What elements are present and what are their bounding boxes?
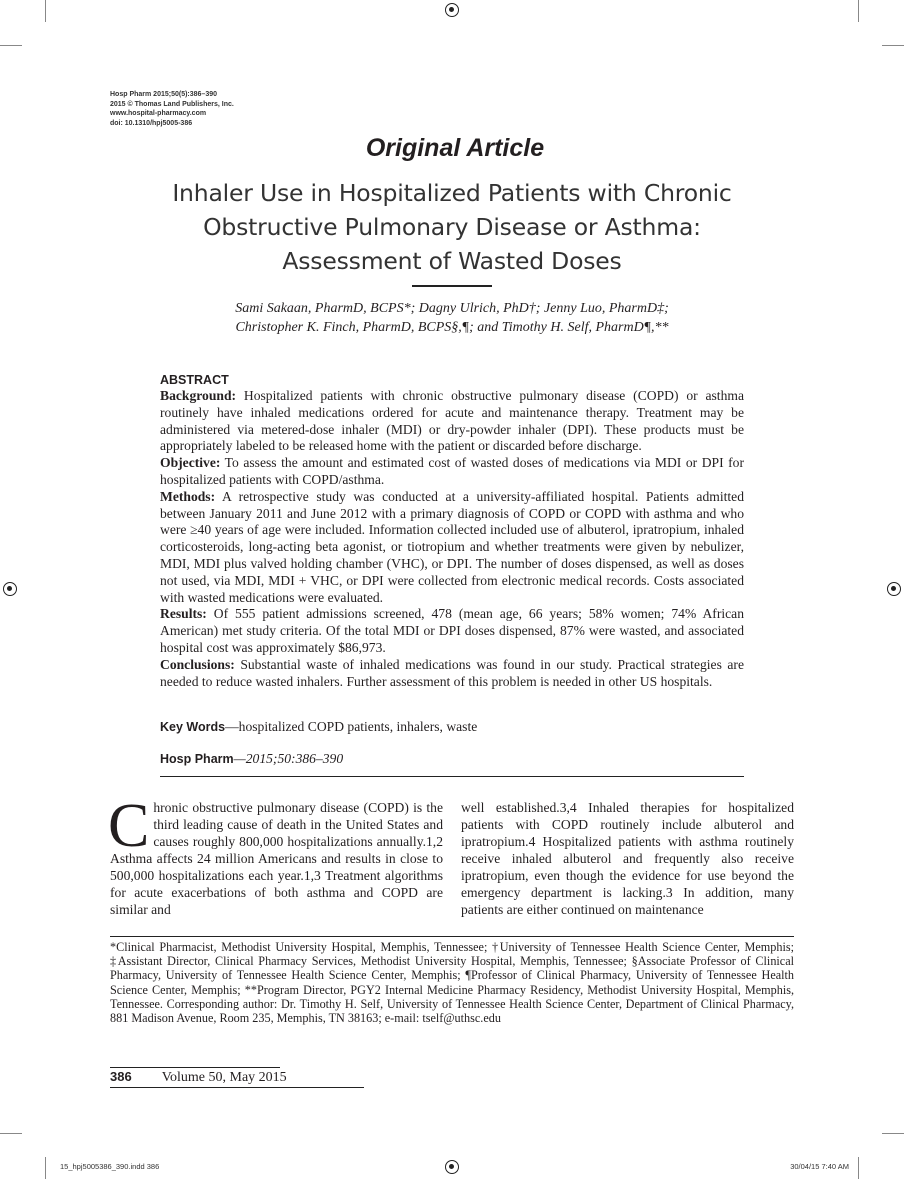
slug-date: 30/04/15 7:40 AM xyxy=(790,1162,849,1171)
crop-mark xyxy=(858,0,859,22)
abstract-conclusions xyxy=(160,657,744,691)
label: Methods: xyxy=(160,488,216,504)
body-column-2: well established.3,4 Inhaled therapies for hospitalized patients with COPD routinely include albuterol and ipratropium.4 Hospitalized patients with asthma routinely receive inhaled albuterol and frequently also receive ipratropium, even though the evidence for use beyond the emergency department is lacking.3 In addition, many patients are either continued on maintenance xyxy=(461,800,794,917)
authors-line: Sami Sakaan, PharmD, BCPS*; Dagny Ulrich, PhD†; Jenny Luo, PharmD‡; xyxy=(235,301,669,316)
citation xyxy=(160,751,343,767)
label: Hosp Pharm xyxy=(160,752,234,766)
article-title: Inhaler Use in Hospitalized Patients with Chronic Obstructive Pulmonary Disease or Asthma: Assessment of Wasted Doses xyxy=(172,179,732,275)
body-column-1 xyxy=(108,792,443,918)
meta-copyright: 2015 © Thomas Land Publishers, Inc. xyxy=(110,100,234,108)
article-type xyxy=(0,134,904,163)
volume-date: Volume 50, May 2015 xyxy=(161,1070,287,1085)
registration-mark-icon xyxy=(887,582,901,596)
page-footer xyxy=(110,1069,287,1086)
authors-line: Christopher K. Finch, PharmD, BCPS§,¶; and Timothy H. Self, PharmD¶,** xyxy=(235,320,669,335)
page-number: 386 xyxy=(110,1069,132,1084)
crop-mark xyxy=(45,0,46,22)
crop-mark xyxy=(45,1157,46,1179)
journal-meta xyxy=(110,90,234,128)
meta-website: www.hospital-pharmacy.com xyxy=(110,110,207,117)
divider xyxy=(110,1067,280,1068)
abstract-methods xyxy=(160,489,744,607)
authors xyxy=(150,299,754,337)
crop-mark xyxy=(858,1157,859,1179)
text: Of 555 patient admissions screened, 478 (mean age, 66 years; 58% women; 74% African American) met study criteria. Of the total MDI or DPI doses dispensed, 87% were wasted, and associated hospital cost was approximately $86,973. xyxy=(160,606,744,655)
registration-mark-icon xyxy=(3,582,17,596)
divider xyxy=(110,1087,364,1088)
registration-mark-icon xyxy=(445,3,459,17)
slug-filename: 15_hpj5005386_390.indd 386 xyxy=(60,1162,160,1171)
meta-citation: Hosp Pharm 2015;50(5):386–390 xyxy=(110,91,218,98)
drop-cap: C xyxy=(108,792,150,860)
text: Hospitalized patients with chronic obstructive pulmonary disease (COPD) or asthma routinely have inhaled medications ordered for acute and maintenance therapy. Treatment may be administered via metered-dose inhaler (MDI) or dry-powder inhaler (DPI). These products must be appropriately labeled to be released home with the patient or discarded before discharge. xyxy=(160,388,744,454)
text: —2015;50:386–390 xyxy=(233,751,344,766)
crop-mark xyxy=(0,45,22,46)
crop-mark xyxy=(882,45,904,46)
registration-mark-icon xyxy=(445,1160,459,1174)
label: Objective: xyxy=(160,455,221,471)
key-words xyxy=(160,719,477,735)
text: A retrospective study was conducted at a university-affiliated hospital. Patients admitted between January 2011 and June 2012 with a primary diagnosis of COPD or COPD with asthma and who were ≥40 years of age were included. Information collected included use of albuterol, ipratropium, inhaled corticosteroids, long-acting beta agonist, or tiotropium and whether treatments were given by nebulizer, MDI, MDI plus valved holding chamber (VHC), or DPI. The number of doses dispensed, as well as doses not used, via MDI, MDI + VHC, or DPI were collected from electronic medical records. Costs associated with wasted medications were evaluated. xyxy=(160,488,744,605)
affiliations-footnote: *Clinical Pharmacist, Methodist University Hospital, Memphis, Tennessee; †University of Tennessee Health Science Center, Memphis; ‡Assistant Director, Clinical Pharmacy Services, Methodist University Hospital, Memphis, Tennessee; §Associate Professor of Clinical Pharmacy, University of Tennessee Health Science Center, Memphis; ¶Professor of Clinical Pharmacy, University of Tennessee Health Science Center, Memphis; **Program Director, PGY2 Internal Medicine Pharmacy Residency, Methodist University Hospital, Memphis, Tennessee. Corresponding author: Dr. Timothy H. Self, University of Tennessee Health Science Center, Department of Clinical Pharmacy, 881 Madison Avenue, Room 235, Memphis, TN 38163; e-mail: tself@uthsc.edu xyxy=(110,940,794,1026)
abstract-objective xyxy=(160,455,744,489)
abstract-heading: ABSTRACT xyxy=(160,373,229,387)
text: hronic obstructive pulmonary disease (COPD) is the third leading cause of death in the United States and causes roughly 800,000 hospitalizations annually.1,2 Asthma affects 24 million Americans and results in close to 500,000 hospitalizations each year.1,3 Treatment algorithms for acute exacerbations of both asthma and COPD are similar and xyxy=(110,800,443,917)
abstract-background xyxy=(160,388,744,455)
text: —hospitalized COPD patients, inhalers, waste xyxy=(225,719,478,734)
text: To assess the amount and estimated cost of wasted doses of medications via MDI or DPI for hospitalized patients with COPD/asthma. xyxy=(160,455,744,487)
title-divider xyxy=(412,285,492,287)
crop-mark xyxy=(882,1133,904,1134)
label: Key Words xyxy=(160,720,226,734)
divider xyxy=(110,936,794,937)
crop-mark xyxy=(0,1133,22,1134)
abstract-results xyxy=(160,606,744,656)
label: Conclusions: xyxy=(160,656,235,672)
label: Results: xyxy=(160,606,207,622)
abstract xyxy=(160,372,744,690)
label: Background: xyxy=(160,388,237,403)
meta-doi: doi: 10.1310/hpj5005-386 xyxy=(110,119,193,127)
divider xyxy=(160,776,744,777)
article-type-label: Original Article xyxy=(365,134,545,162)
text: Substantial waste of inhaled medications was found in our study. Practical strategies are needed to reduce wasted inhalers. Further assessment of this problem is needed in other US hospitals. xyxy=(160,656,744,689)
